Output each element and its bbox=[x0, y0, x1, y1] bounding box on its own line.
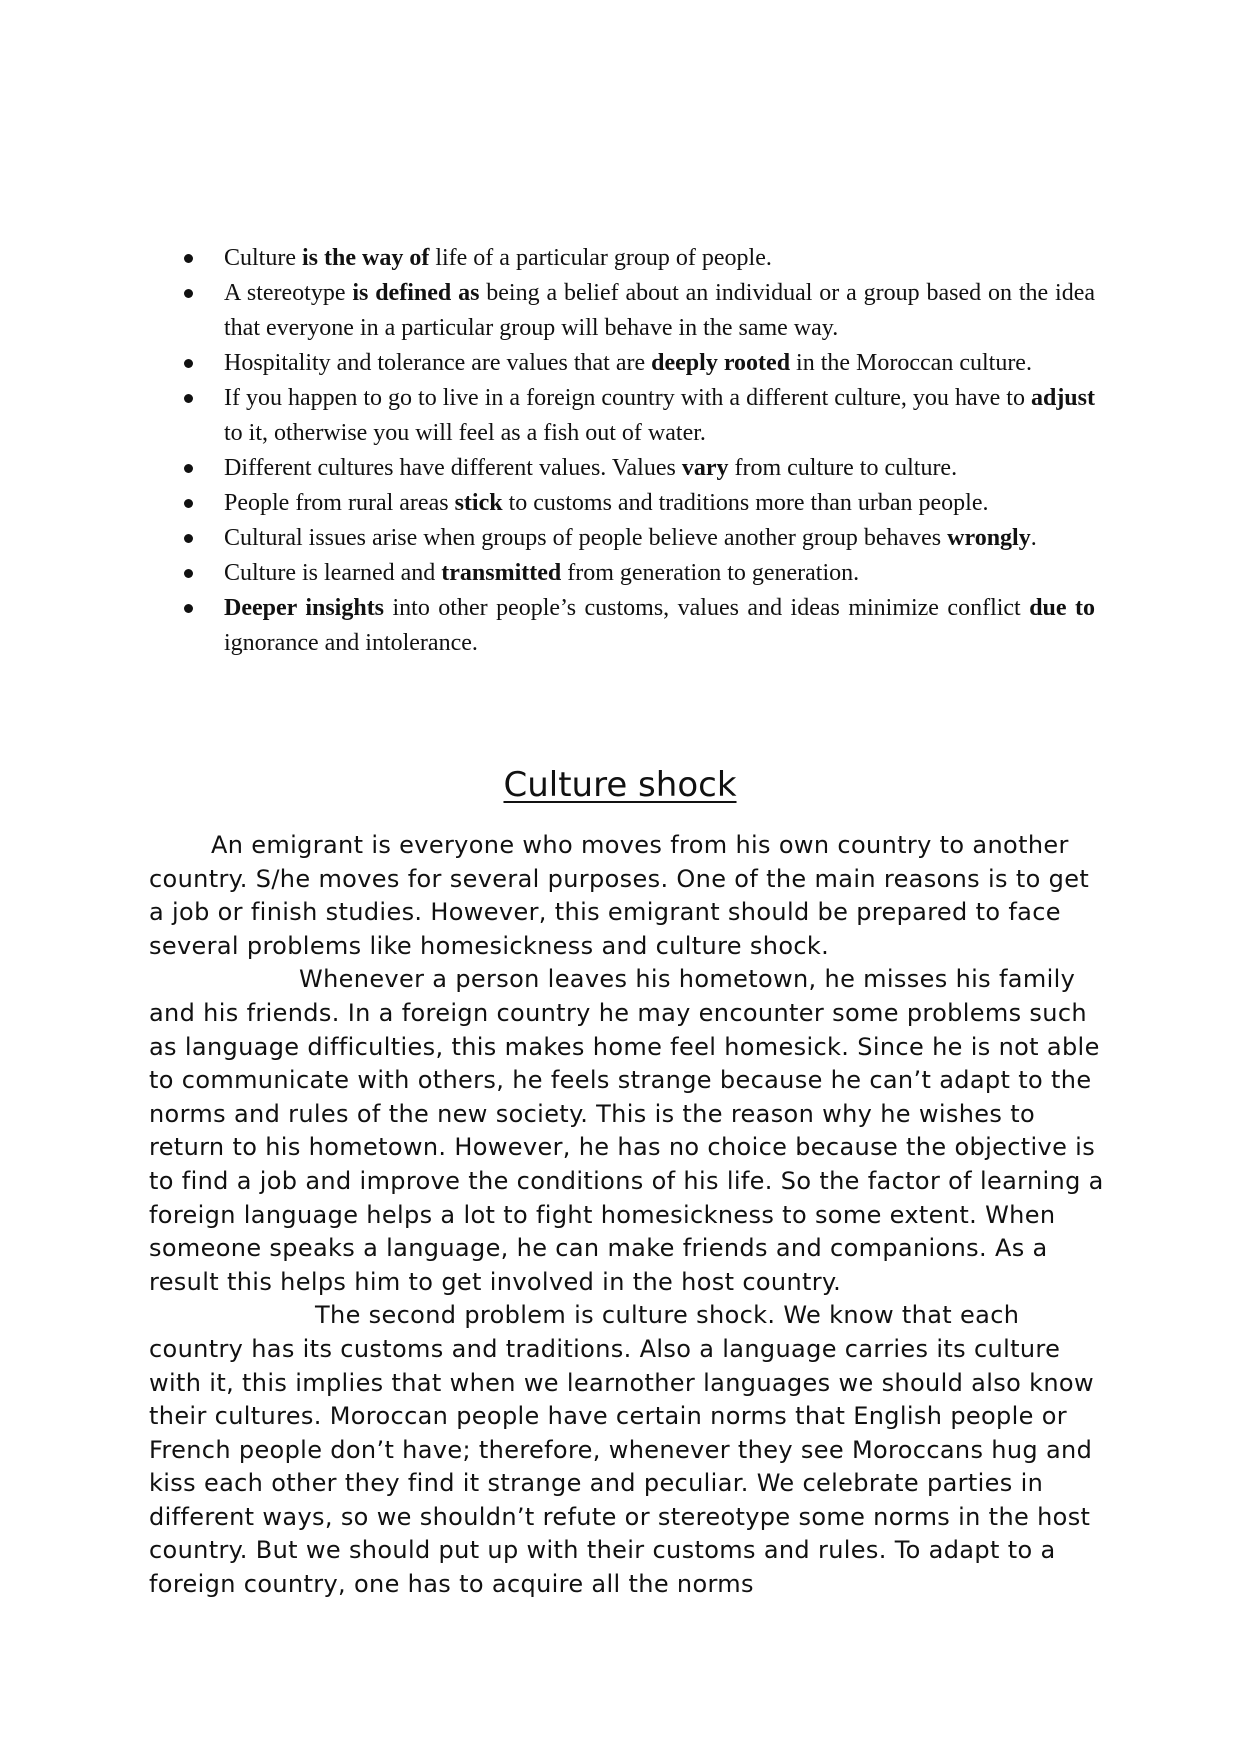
bullet-item: Different cultures have different values. Values vary from culture to culture. bbox=[180, 451, 1095, 486]
vocabulary-bullet-list bbox=[180, 241, 1095, 661]
bullet-item: Cultural issues arise when groups of people believe another group behaves wrongly. bbox=[180, 521, 1095, 556]
bullet-item: Culture is the way of life of a particular group of people. bbox=[180, 241, 1095, 276]
bullet-item: Culture is learned and transmitted from generation to generation. bbox=[180, 556, 1095, 591]
section-title: Culture shock bbox=[503, 765, 737, 805]
essay-paragraph: The second problem is culture shock. We know that each country has its customs and traditions. Also a language carries its culture with it, this implies that when we learnother languages we should also know their cultures. Moroccan people have certain norms that English people or French people don’t have; therefore, whenever they see Moroccans hug and kiss each other they find it strange and peculiar. We celebrate parties in different ways, so we shouldn’t refute or stereotype some norms in the host country. But we should put up with their customs and rules. To adapt to a foreign country, one has to acquire all the norms bbox=[149, 1301, 1094, 1599]
essay-paragraph: Whenever a person leaves his hometown, he misses his family and his friends. In a foreign country he may encounter some problems such as language difficulties, this makes home feel homesick. Since he is not able to communicate with others, he feels strange because he can’t adapt to the norms and rules of the new society. This is the reason why he wishes to return to his hometown. However, he has no choice because the objective is to find a job and improve the conditions of his life. So the factor of learning a foreign language helps a lot to fight homesickness to some extent. When someone speaks a language, he can make friends and companions. As a result this helps him to get involved in the host country. bbox=[149, 965, 1104, 1296]
bullet-dot-icon bbox=[184, 569, 193, 578]
bullet-dot-icon bbox=[184, 464, 193, 473]
essay-body bbox=[149, 829, 1109, 1602]
bullet-dot-icon bbox=[184, 534, 193, 543]
bullet-dot-icon bbox=[184, 289, 193, 298]
bullet-item: Deeper insights into other people’s customs, values and ideas minimize conflict due to ignorance and intolerance. bbox=[180, 591, 1095, 661]
bullet-dot-icon bbox=[184, 254, 193, 263]
bullet-dot-icon bbox=[184, 499, 193, 508]
essay-paragraph: An emigrant is everyone who moves from his own country to another country. S/he moves for several purposes. One of the main reasons is to get a job or finish studies. However, this emigrant should be prepared to face several problems like homesickness and culture shock. bbox=[149, 831, 1090, 960]
bullet-item: If you happen to go to live in a foreign country with a different culture, you have to adjust to it, otherwise you will feel as a fish out of water. bbox=[180, 381, 1095, 451]
bullet-dot-icon bbox=[184, 604, 193, 613]
bullet-item: A stereotype is defined as being a belief about an individual or a group based on the idea that everyone in a particular group will behave in the same way. bbox=[180, 276, 1095, 346]
bullet-dot-icon bbox=[184, 394, 193, 403]
bullet-dot-icon bbox=[184, 359, 193, 368]
bullet-item: Hospitality and tolerance are values that are deeply rooted in the Moroccan culture. bbox=[180, 346, 1095, 381]
bullet-item: People from rural areas stick to customs and traditions more than urban people. bbox=[180, 486, 1095, 521]
